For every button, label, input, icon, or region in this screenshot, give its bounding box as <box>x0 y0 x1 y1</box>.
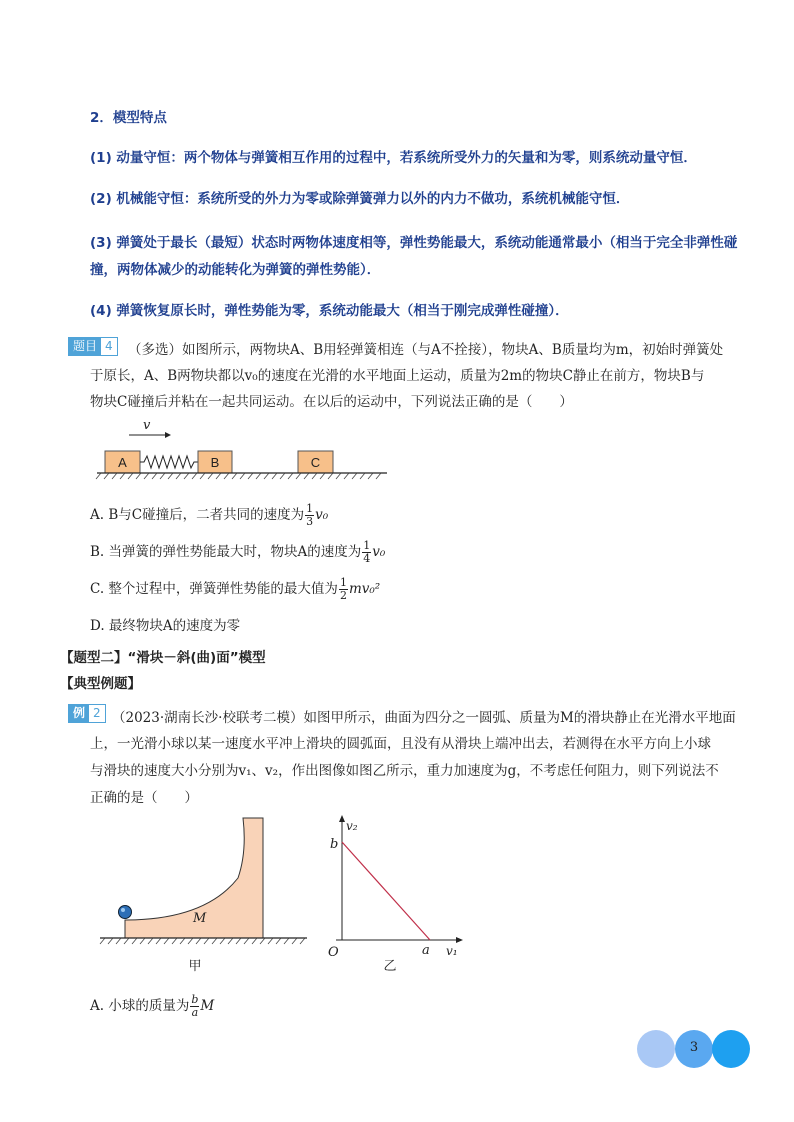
y-axis-arrow <box>339 815 345 822</box>
question-line-3: 物块C碰撞后并粘在一起共同运动。在以后的运动中，下列说法正确的是（ ） <box>90 394 573 410</box>
option-b-fraction <box>362 540 371 565</box>
figure-yi <box>318 812 468 982</box>
jia-caption: 甲 <box>188 959 202 974</box>
option-d: D. 最终物块A的速度为零 <box>90 618 241 634</box>
x-axis-arrow <box>456 937 463 943</box>
section-heading: 2．模型特点 <box>90 110 167 126</box>
question-badge-number: 4 <box>101 338 117 355</box>
example-option-a-den: a <box>191 1006 199 1019</box>
block-c-label: C <box>310 455 321 470</box>
option-c-den: 2 <box>339 589 347 602</box>
example-option-a-num: b <box>191 993 199 1006</box>
option-a <box>90 503 328 528</box>
example-badge-number: 2 <box>89 705 105 722</box>
question-badge-label: 题目 <box>69 338 101 355</box>
slider-mass-label: M <box>193 911 207 926</box>
ball-highlight <box>121 908 125 912</box>
origin-label: O <box>328 945 339 960</box>
example-line-1: （2023·湖南长沙·校联考二模）如图甲所示，曲面为四分之一圆弧、质量为M的滑块静止在光滑水平地面 <box>112 710 736 726</box>
option-a-prefix: A. B与C碰撞后，二者共同的速度为 <box>90 507 305 523</box>
question-line-2: 于原长，A、B两物块都以v₀的速度在光滑的水平地面上运动，质量为2m的物块C静止在前方，物块B与 <box>90 368 705 384</box>
ball <box>119 906 132 919</box>
option-c <box>90 577 380 602</box>
option-b <box>90 540 385 565</box>
example-line-3: 与滑块的速度大小分别为v₁、v₂，作出图像如图乙所示，重力加速度为g，不考虑任何阻力，则下列说法不 <box>90 763 719 779</box>
intercept-a-label: a <box>422 943 430 958</box>
point-3-line-2: 撞，两物体减少的动能转化为弹簧的弹性势能）． <box>90 262 381 278</box>
ground-hatching <box>96 473 381 479</box>
option-a-fraction <box>305 503 314 528</box>
x-axis-label: v₁ <box>446 944 458 958</box>
option-b-den: 4 <box>363 552 371 565</box>
jia-ground-hatching <box>100 938 305 944</box>
page-number: 3 <box>689 1040 699 1055</box>
example-line-2: 上，一光滑小球以某一速度水平冲上滑块的圆弧面，且没有从滑块上端冲出去，若测得在水平方向上小球 <box>90 736 711 752</box>
option-c-fraction <box>339 577 348 602</box>
page-circle-left <box>637 1030 675 1068</box>
example-option-a <box>90 994 214 1019</box>
intercept-b-label: b <box>330 837 339 852</box>
example-option-a-fraction <box>190 994 199 1019</box>
option-b-num: 1 <box>363 539 371 552</box>
option-a-tail: v₀ <box>315 507 329 523</box>
option-c-prefix: C. 整个过程中，弹簧弹性势能的最大值为 <box>90 581 338 597</box>
yi-caption: 乙 <box>383 959 397 974</box>
point-4: (4) 弹簧恢复原长时，弹性势能为零，系统动能最大（相当于刚完成弹性碰撞）． <box>90 303 569 319</box>
option-b-tail: v₀ <box>372 544 386 560</box>
spring-blocks-figure <box>95 415 395 490</box>
block-a-label: A <box>118 455 127 470</box>
v2-v1-line <box>342 842 430 940</box>
option-c-num: 1 <box>339 576 347 589</box>
option-c-tail: mv₀² <box>348 581 381 597</box>
page-circle-right <box>712 1030 750 1068</box>
point-3-line-1: (3) 弹簧处于最长（最短）状态时两物体速度相等，弹性势能最大，系统动能通常最小（相当于完全非弹性碰 <box>90 235 738 251</box>
point-1: (1) 动量守恒：两个物体与弹簧相互作用的过程中，若系统所受外力的矢量和为零，则系统动量守恒． <box>90 150 697 166</box>
example-badge-label: 例 <box>69 705 89 722</box>
example-option-a-prefix: A. 小球的质量为 <box>90 998 190 1014</box>
question-line-1: （多选）如图所示，两物块A、B用轻弹簧相连（与A不拴接），物块A、B质量均为m，初始时弹簧处 <box>128 342 724 358</box>
point-2: (2) 机械能守恒：系统所受的外力为零或除弹簧弹力以外的内力不做功，系统机械能守恒． <box>90 191 630 207</box>
block-b-label: B <box>210 455 220 470</box>
spring <box>140 456 198 468</box>
y-axis-label: v₂ <box>346 819 358 833</box>
type2-title: 【题型二】“滑块－斜(曲)面”模型 <box>60 650 266 666</box>
velocity-label: v <box>143 418 151 433</box>
question-badge <box>68 337 118 356</box>
type2-subtitle: 【典型例题】 <box>60 676 141 692</box>
figure-jia <box>95 812 315 982</box>
velocity-arrowhead <box>165 432 171 438</box>
option-b-prefix: B. 当弹簧的弹性势能最大时，物块A的速度为 <box>90 544 362 560</box>
example-option-a-tail: M <box>200 998 215 1014</box>
example-line-4: 正确的是（ ） <box>90 790 198 806</box>
option-a-den: 3 <box>306 515 314 528</box>
option-a-num: 1 <box>306 502 314 515</box>
example-badge <box>68 704 106 723</box>
